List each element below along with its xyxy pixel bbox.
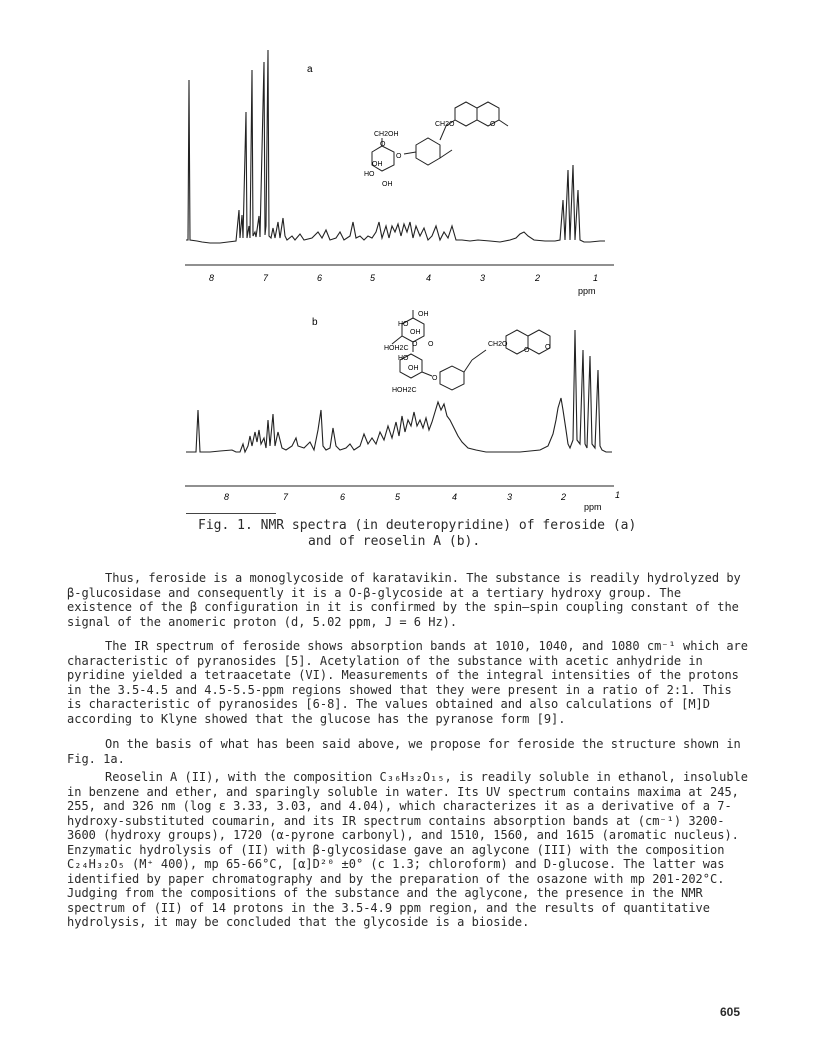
- axis-b-unit: ppm: [584, 502, 602, 512]
- svg-text:HO: HO: [364, 171, 375, 178]
- svg-text:CH2OH: CH2OH: [374, 131, 399, 138]
- axis-a-tick: 7: [263, 273, 269, 283]
- nmr-figure: [0, 0, 816, 512]
- svg-text:HOH2C: HOH2C: [392, 387, 417, 394]
- axis-a-tick: 3: [480, 273, 486, 283]
- figure-caption-line-1: Fig. 1. NMR spectra (in deuteropyridine) of feroside (a): [198, 518, 637, 533]
- axis-b-tick: 8: [224, 492, 230, 502]
- paragraph-2: [67, 639, 750, 726]
- spectrum-a-trace: [186, 50, 605, 243]
- paragraph-3: [67, 737, 750, 766]
- figure-caption-line-2: and of reoselin A (b).: [308, 534, 481, 549]
- paragraph-2-text: The IR spectrum of feroside shows absorption bands at 1010, 1040, and 1080 cm⁻¹ which are characteristic of pyranosides [5]. Acetylation of the substance with acetic anhydride in pyridine yielded a tetraacetate (VI). Measurements of the integral intensities of the protons in the 3.5-4.5 and 4.5-5.5-ppm regions showed that they were present in a ratio of 2:1. This is characteristic of pyranosides [6-8]. The values obtained and also calculations of [M]D according to Klyne showed that the glucose has the pyranose form [9].: [67, 639, 748, 726]
- svg-text:O: O: [380, 141, 386, 148]
- paragraph-1-text: Thus, feroside is a monoglycoside of karatavikin. The substance is readily hydrolyzed by β-glucosidase and consequently it is a O-β-glycoside at a tertiary hydroxy group. The existence of the β configuration in it is confirmed by the spin—spin coupling constant of the signal of the anomeric proton (d, 5.02 ppm, J = 6 Hz).: [67, 571, 741, 629]
- svg-text:CH2O: CH2O: [435, 121, 455, 128]
- panel-b-label: b: [312, 317, 318, 328]
- caption-rule: [186, 513, 276, 514]
- paragraph-3-text: On the basis of what has been said above, we propose for feroside the structure shown in Fig. 1a.: [67, 737, 741, 766]
- paragraph-4: [67, 770, 750, 930]
- svg-text:O: O: [428, 341, 434, 348]
- axis-a-tick: 4: [426, 273, 432, 283]
- axis-b-tick: 3: [507, 492, 513, 502]
- svg-text:OH: OH: [410, 329, 421, 336]
- structure-b-labels: [384, 311, 551, 394]
- paragraph-1: [67, 571, 750, 629]
- page-number: 605: [720, 1005, 741, 1019]
- axis-b-tick: 1: [615, 490, 621, 500]
- axis-a-tick: 8: [209, 273, 215, 283]
- svg-text:HO: HO: [398, 355, 409, 362]
- svg-text:O: O: [396, 153, 402, 160]
- axis-a-ticks: [209, 273, 598, 283]
- paragraph-4-text: Reoselin A (II), with the composition C₃₆H₃₂O₁₅, is readily soluble in ethanol, insoluble in benzene and ether, and sparingly soluble in water. Its UV spectrum contains maxima at 245, 255, and 326 nm (log ε 3.33, 3.03, and 4.04), which characterizes it as a derivative of a 7-hydroxy-substituted coumarin, and its IR spectrum contains absorption bands at (cm⁻¹) 3200-3600 (hydroxy groups), 1720 (α-pyrone carbonyl), and 1510, 1560, and 1615 (aromatic nucleus). Enzymatic hydrolysis of (II) with β-glycosidase gave an aglycone (III) with the composition C₂₄H₃₂O₅ (M⁺ 400), mp 65-66°C, [α]D²⁰ ±0° (c 1.3; chloroform) and D-glucose. The latter was identified by paper chromatography and by the preparation of the osazone with mp 201-202°C. Judging from the compositions of the substance and the aglycone, the presence in the NMR spectrum of (II) of 14 protons in the 3.5-4.9 ppm region, and the results of quantitative hydrolysis, it may be concluded that the glycoside is a bioside.: [67, 770, 748, 929]
- axis-a-tick: 1: [593, 273, 599, 283]
- svg-text:OH: OH: [408, 365, 419, 372]
- figure-caption: [180, 518, 640, 550]
- svg-text:O: O: [490, 121, 496, 128]
- axis-a-tick: 5: [370, 273, 376, 283]
- svg-text:HO: HO: [398, 321, 409, 328]
- axis-b-tick: 2: [561, 492, 567, 502]
- axis-b-ticks: [224, 490, 620, 502]
- svg-text:O: O: [524, 347, 530, 354]
- panel-a-label: a: [307, 64, 313, 75]
- axis-b-tick: 6: [340, 492, 346, 502]
- svg-text:OH: OH: [418, 311, 429, 318]
- svg-text:OH: OH: [372, 161, 383, 168]
- axis-b-tick: 4: [452, 492, 458, 502]
- nmr-figure-svg: [0, 0, 816, 512]
- svg-text:OH: OH: [382, 181, 393, 188]
- svg-text:O: O: [432, 375, 438, 382]
- axis-b-tick: 7: [283, 492, 289, 502]
- svg-text:O: O: [412, 341, 418, 348]
- structure-a-labels: [364, 121, 496, 188]
- axis-a-tick: 6: [317, 273, 323, 283]
- axis-a-tick: 2: [535, 273, 541, 283]
- axis-a-unit: ppm: [578, 286, 596, 296]
- svg-text:HOH2C: HOH2C: [384, 345, 409, 352]
- svg-text:O: O: [545, 344, 551, 351]
- svg-text:CH2O: CH2O: [488, 341, 508, 348]
- axis-b-tick: 5: [395, 492, 401, 502]
